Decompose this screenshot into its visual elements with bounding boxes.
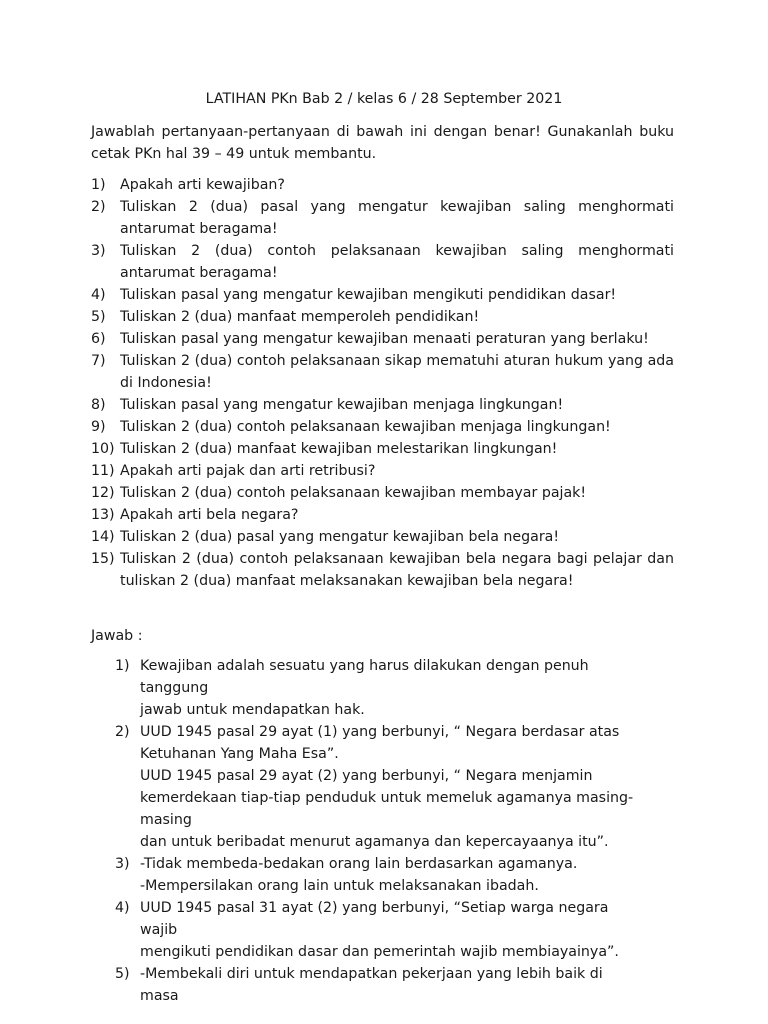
question-number: 9): [91, 419, 106, 435]
instructions-paragraph: Jawablah pertanyaan-pertanyaan di bawah ini dengan benar! Gunakanlah buku cetak PKn hal 39 – 49 untuk membantu.: [91, 124, 674, 162]
question-number: 7): [91, 353, 106, 369]
answer-heading: Jawab :: [91, 628, 143, 644]
answer-item: [115, 853, 635, 897]
question-text: Apakah arti bela negara?: [120, 507, 299, 523]
document-title: LATIHAN PKn Bab 2 / kelas 6 / 28 September 2021: [205, 91, 563, 107]
question-item: [91, 328, 674, 350]
question-text: Tuliskan 2 (dua) manfaat memperoleh pendidikan!: [120, 309, 480, 325]
answer-line: jawab untuk mendapatkan hak.: [140, 702, 365, 718]
answer-line: Ketuhanan Yang Maha Esa”.: [140, 746, 339, 762]
question-number: 6): [91, 331, 106, 347]
question-list: [91, 174, 674, 592]
answer-line: UUD 1945 pasal 29 ayat (1) yang berbunyi, “ Negara berdasar atas: [140, 724, 620, 740]
question-item: [91, 350, 674, 394]
question-item: [91, 548, 674, 592]
question-item: [91, 416, 674, 438]
question-item: [91, 240, 674, 284]
answer-line: dan untuk beribadat menurut agamanya dan kepercayaanya itu”.: [140, 834, 609, 850]
answer-item: [115, 963, 635, 1007]
question-number: 11): [91, 463, 115, 479]
answer-line: mengikuti pendidikan dasar dan pemerintah wajib membiayainya”.: [140, 944, 619, 960]
question-number: 3): [91, 243, 106, 259]
answer-line: -Tidak membeda-bedakan orang lain berdasarkan agamanya.: [140, 856, 578, 872]
question-text: Tuliskan 2 (dua) contoh pelaksanaan kewajiban bela negara bagi pelajar dan tuliskan 2 (dua) manfaat melaksanakan kewajiban bela negara!: [120, 551, 674, 589]
answer-number: 2): [115, 724, 130, 740]
question-number: 10): [91, 441, 115, 457]
question-number: 4): [91, 287, 106, 303]
answer-line: -Membekali diri untuk mendapatkan pekerjaan yang lebih baik di masa: [140, 966, 603, 1004]
answer-number: 3): [115, 856, 130, 872]
question-text: Tuliskan 2 (dua) contoh pelaksanaan sikap mematuhi aturan hukum yang ada di Indonesia!: [120, 353, 674, 391]
answer-item: [115, 897, 635, 963]
question-item: [91, 460, 674, 482]
question-text: Tuliskan 2 (dua) contoh pelaksanaan kewajiban menjaga lingkungan!: [120, 419, 611, 435]
question-number: 14): [91, 529, 115, 545]
answer-number: 4): [115, 900, 130, 916]
answer-line: Kewajiban adalah sesuatu yang harus dilakukan dengan penuh tanggung: [140, 658, 589, 696]
answer-line: UUD 1945 pasal 31 ayat (2) yang berbunyi, “Setiap warga negara wajib: [140, 900, 609, 938]
question-text: Tuliskan 2 (dua) contoh pelaksanaan kewajiban saling menghormati antarumat beragama!: [120, 243, 674, 281]
answer-item: [115, 721, 635, 853]
question-text: Apakah arti kewajiban?: [120, 177, 285, 193]
question-item: [91, 526, 674, 548]
question-text: Tuliskan pasal yang mengatur kewajiban menaati peraturan yang berlaku!: [120, 331, 649, 347]
question-item: [91, 482, 674, 504]
answer-line: UUD 1945 pasal 29 ayat (2) yang berbunyi, “ Negara menjamin: [140, 768, 593, 784]
question-item: [91, 394, 674, 416]
question-item: [91, 284, 674, 306]
question-text: Tuliskan 2 (dua) manfaat kewajiban melestarikan lingkungan!: [120, 441, 558, 457]
question-number: 8): [91, 397, 106, 413]
question-text: Apakah arti pajak dan arti retribusi?: [120, 463, 376, 479]
answer-item: [115, 655, 635, 721]
question-text: Tuliskan pasal yang mengatur kewajiban menjaga lingkungan!: [120, 397, 564, 413]
question-item: [91, 196, 674, 240]
question-item: [91, 174, 674, 196]
question-number: 1): [91, 177, 106, 193]
answer-line: kemerdekaan tiap-tiap penduduk untuk memeluk agamanya masing-masing: [140, 790, 634, 828]
question-number: 12): [91, 485, 115, 501]
question-number: 2): [91, 199, 106, 215]
question-item: [91, 438, 674, 460]
question-text: Tuliskan 2 (dua) pasal yang mengatur kewajiban bela negara!: [120, 529, 560, 545]
question-text: Tuliskan pasal yang mengatur kewajiban mengikuti pendidikan dasar!: [120, 287, 617, 303]
question-item: [91, 504, 674, 526]
answer-number: 1): [115, 658, 130, 674]
answer-list: [115, 655, 635, 1007]
question-item: [91, 306, 674, 328]
answer-number: 5): [115, 966, 130, 982]
answer-line: -Mempersilakan orang lain untuk melaksanakan ibadah.: [140, 878, 539, 894]
question-number: 5): [91, 309, 106, 325]
question-number: 13): [91, 507, 115, 523]
question-number: 15): [91, 551, 115, 567]
question-text: Tuliskan 2 (dua) contoh pelaksanaan kewajiban membayar pajak!: [120, 485, 587, 501]
question-text: Tuliskan 2 (dua) pasal yang mengatur kewajiban saling menghormati antarumat beragama!: [120, 199, 674, 237]
